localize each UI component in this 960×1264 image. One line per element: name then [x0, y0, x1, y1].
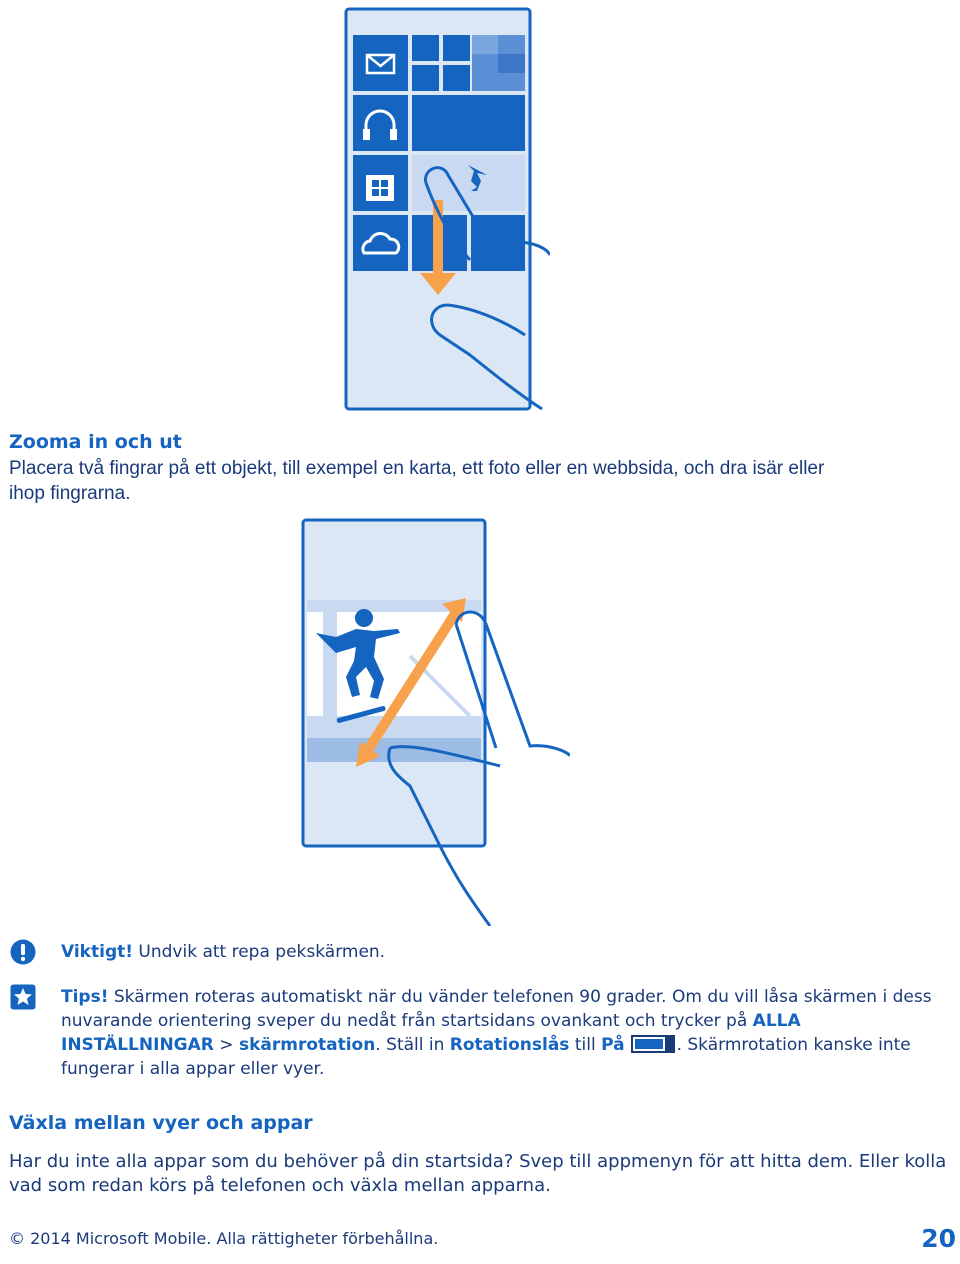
tip-bold-all-settings: ALLA INSTÄLLNINGAR	[61, 1011, 801, 1055]
tip-bold-screen-rotation: skärmrotation	[238, 1035, 376, 1055]
important-note	[61, 940, 960, 964]
tip-text-4: till	[569, 1035, 602, 1055]
tip-lead: Tips!	[61, 987, 109, 1007]
tip-text-3: . Ställ in	[375, 1035, 450, 1055]
pinch-illustration-phone-photo	[300, 516, 570, 926]
zoom-text-line1: Placera två fingrar på ett objekt, till exempel en karta, ett foto eller en webbsida, och dra isär eller	[9, 458, 825, 479]
zoom-text-line2: ihop fingrarna.	[9, 483, 131, 504]
zoom-illustration-phone-start	[330, 5, 550, 415]
toggle-on-icon	[631, 1035, 675, 1053]
tip-bold-rotation-lock: Rotationslås	[449, 1035, 570, 1055]
exclamation-icon	[10, 939, 36, 965]
tip-bold-on: På	[601, 1035, 625, 1055]
page-number: 20	[921, 1224, 956, 1253]
switch-text: Har du inte alla appar som du behöver på din startsida? Svep till appmenyn för att hitta dem. Eller kolla vad som redan körs på telefonen och växla mellan apparna.	[9, 1151, 947, 1196]
star-icon	[10, 984, 36, 1010]
copyright: © 2014 Microsoft Mobile. Alla rättigheter förbehållna.	[9, 1229, 439, 1248]
tip-note	[61, 985, 956, 1081]
important-text: Undvik att repa pekskärmen.	[133, 942, 386, 962]
section-title-switch: Växla mellan vyer och appar	[9, 1112, 313, 1134]
tip-text-5: . Skärmrotation kanske inte fungerar i alla appar eller vyer.	[61, 1035, 911, 1079]
section-title-zoom: Zooma in och ut	[9, 431, 182, 453]
tip-text-1: Skärmen roteras automatiskt när du vänder telefonen 90 grader. Om du vill låsa skärmen i dess nuvarande orientering sveper du nedåt från startsidans ovankant och trycker på	[61, 987, 932, 1031]
important-lead: Viktigt!	[61, 942, 133, 962]
tip-text-2: >	[213, 1035, 239, 1055]
